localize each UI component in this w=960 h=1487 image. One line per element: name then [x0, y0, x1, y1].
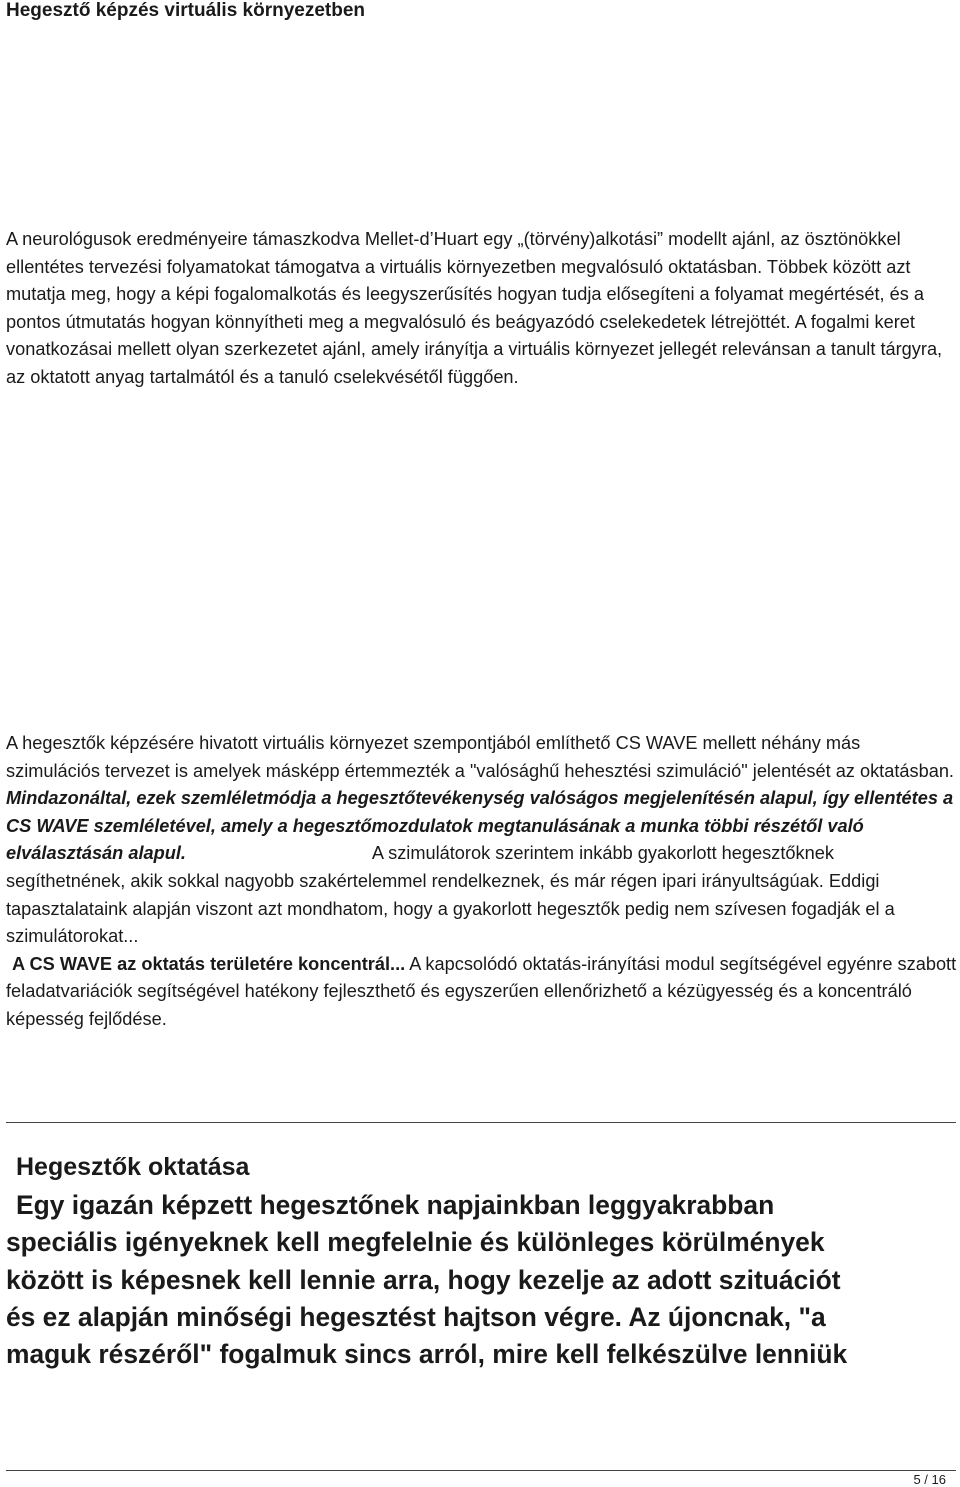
section-bold-line: és ez alapján minőségi hegesztést hajtson végre. Az újoncnak, "a — [6, 1301, 826, 1332]
paragraph-neurologists: A neurológusok eredményeire támaszkodva Mellet-d’Huart egy „(törvény)alkotási” modellt ajánl, az ösztönökkel ellentétes tervezési folyamatokat támogatva a virtuális környezetben megvalósuló oktatásban. Többek között azt mutatja meg, hogy a képi fogalomalkotás és leegyszerűsítés hogyan tudja elősegíteni a folyamat megértését, és a pontos útmutatás hogyan könnyítheti meg a megvalósuló és beágyazódó cselekedetek létrejöttét. A fogalmi keret vonatkozásai mellett olyan szerkezetet ajánl, amely irányítja a virtuális környezet jellegét relevánsan a tanult tárgyra, az oktatott anyag tartalmától és a tanuló cselekvésétől függően. — [6, 229, 943, 387]
footer-divider — [6, 1470, 956, 1471]
paragraph-cs-wave-bold-lead: A CS WAVE az oktatás területére koncentrál... — [12, 953, 406, 974]
section-bold-text — [6, 1187, 960, 1373]
section-bold-line: között is képesnek kell lennie arra, hogy kezelje az adott szituációt — [6, 1264, 841, 1295]
section-bold-line: Egy igazán képzett hegesztőnek napjainkban leggyakrabban — [16, 1190, 775, 1220]
paragraph-cs-wave-intro: A hegesztők képzésére hivatott virtuális környezet szempontjából említhető CS WAVE mellett néhány más szimulációs tervezet is amelyek másképp értemmezték a "valósághű hehesztési szimuláció" jelentését az oktatásban. — [6, 733, 954, 781]
section-heading: Hegesztők oktatása — [16, 1153, 250, 1181]
paragraph-cs-wave — [6, 730, 958, 1034]
section-bold-line: maguk részéről" fogalmuk sincs arról, mire kell felkészülve lenniük — [6, 1339, 848, 1370]
page-number: 5 / 16 — [913, 1472, 946, 1487]
paragraph-cs-wave-outro: A kapcsolódó oktatás-irányítási modul segítségével egyénre szabott feladatvariációk segítségével hatékony fejleszthető és egyszerűen ellenőrizhető a kézügyesség és a koncentráló képesség fejlődése. — [6, 953, 957, 1029]
paragraph-cs-wave-middle: A szimulátorok szerintem inkább gyakorlott hegesztőknek segíthetnének, akik sokkal nagyobb szakértelemmel rendelkeznek, és már régen ipari irányultságúak. Eddigi tapasztalataink alapján viszont azt mondhatom, hogy a gyakorlott hegesztők pedig nem szívesen fogadják el a szimulátorokat... — [6, 843, 895, 947]
paragraph-cs-wave-gap — [186, 843, 372, 863]
page-header-title: Hegesztő képzés virtuális környezetben — [6, 0, 366, 21]
paragraph-cs-wave-emphasis: Mindazonáltal, ezek szemléletmódja a hegesztőtevékenység valóságos megjelenítésén alapul, így ellentétes a CS WAVE szemléletével, amely a hegesztőmozdulatok megtanulásának a munka többi részétől való elválasztásán alapul. — [6, 788, 954, 864]
section-bold-line: speciális igényeknek kell megfelelnie és különleges körülmények — [6, 1227, 825, 1258]
section-divider — [6, 1122, 956, 1123]
